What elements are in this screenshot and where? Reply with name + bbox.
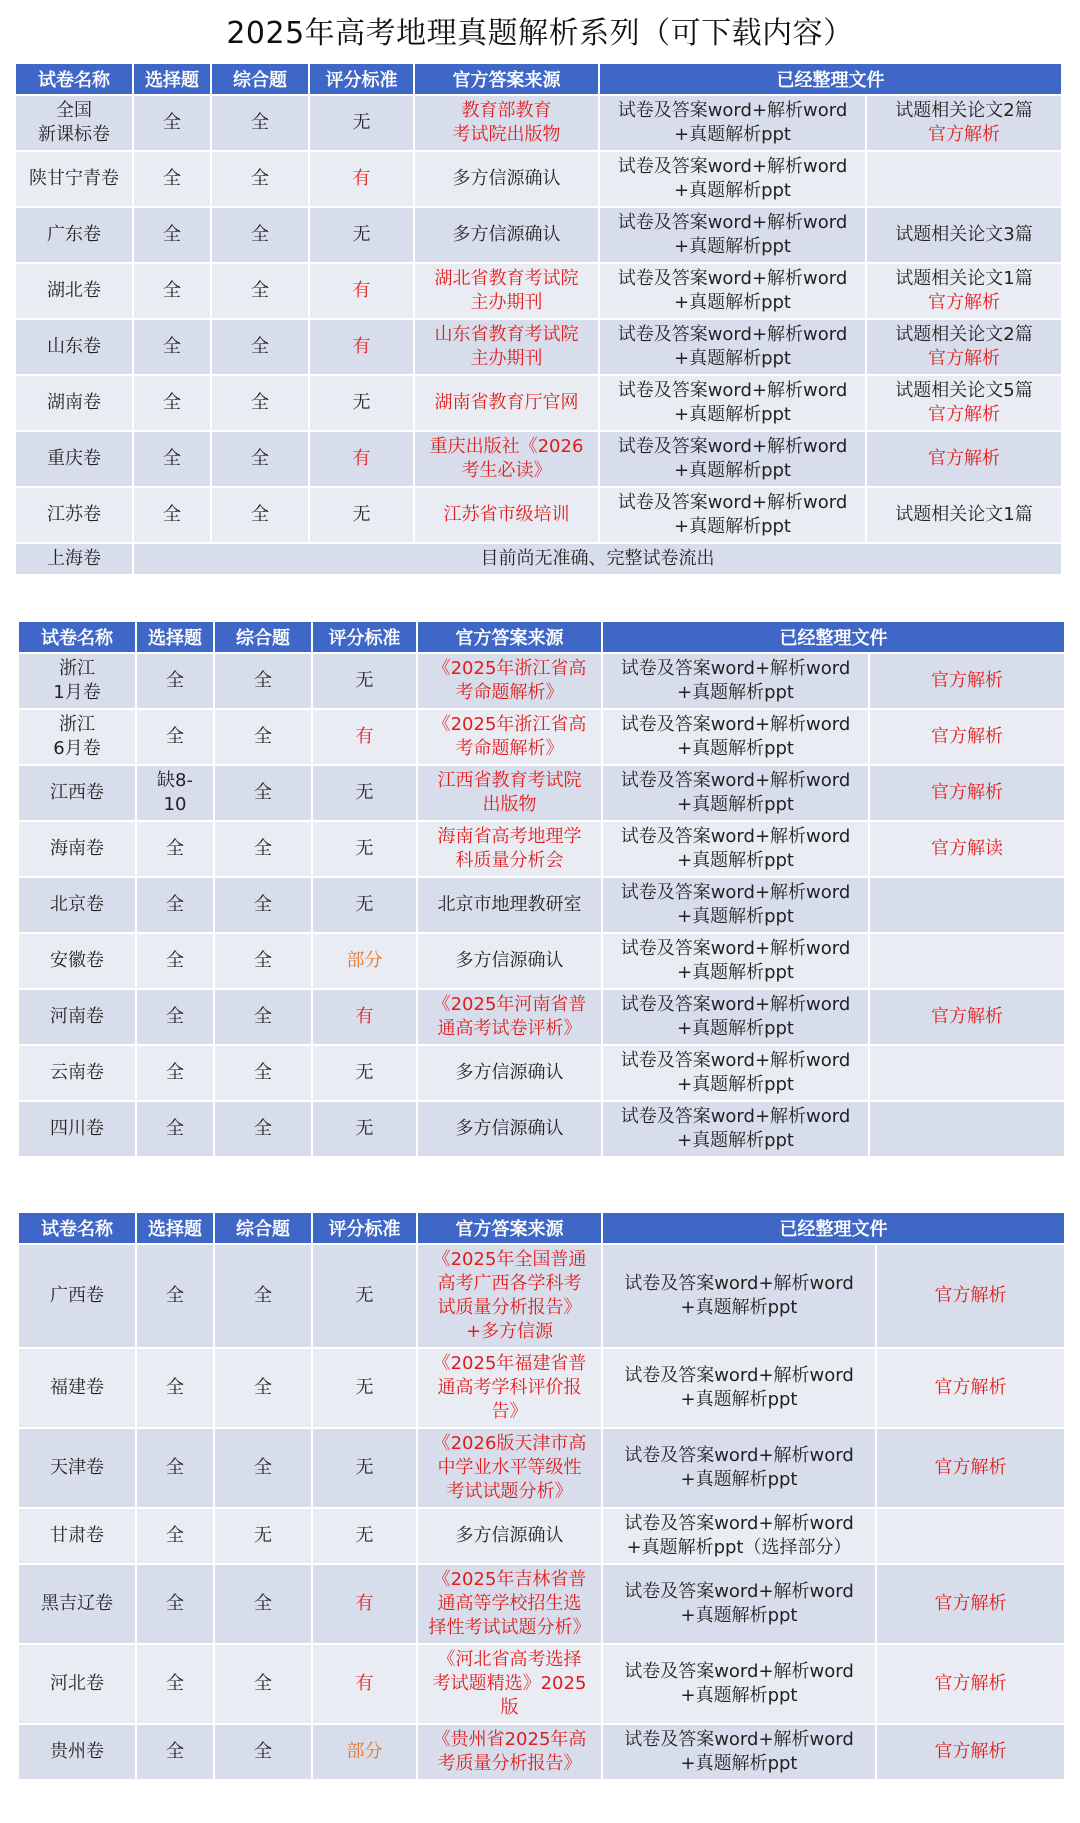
- scoring-standard-cell: 部分: [312, 933, 417, 989]
- comprehensive-cell: 全: [214, 1348, 312, 1428]
- column-header: 已经整理文件: [602, 621, 1065, 653]
- comprehensive-cell: 全: [211, 319, 309, 375]
- table-row: [18, 709, 1065, 765]
- extra-files-cell: 官方解析: [876, 1644, 1065, 1724]
- extra-files-cell: 官方解析: [869, 765, 1065, 821]
- files-cell: 试卷及答案word+解析word +真题解析ppt: [602, 933, 869, 989]
- table-row: [18, 1508, 1065, 1564]
- files-cell: 试卷及答案word+解析word +真题解析ppt: [599, 375, 866, 431]
- extra-files-cell: [869, 1101, 1065, 1157]
- files-cell: 试卷及答案word+解析word +真题解析ppt: [602, 1244, 876, 1348]
- multiple-choice-cell: 全: [133, 487, 211, 543]
- column-header: 试卷名称: [18, 621, 136, 653]
- scoring-standard-cell: 有: [312, 1644, 417, 1724]
- extra-files-cell: 官方解读: [869, 821, 1065, 877]
- official-source-cell: 重庆出版社《2026 考生必读》: [414, 431, 599, 487]
- column-header: 评分标准: [312, 621, 417, 653]
- extra-files-cell: 官方解析: [876, 1564, 1065, 1644]
- column-header: 综合题: [211, 63, 309, 95]
- scoring-standard-cell: 无: [312, 1244, 417, 1348]
- column-header: 试卷名称: [18, 1212, 136, 1244]
- files-cell: 试卷及答案word+解析word +真题解析ppt: [599, 319, 866, 375]
- exam-name-cell: 贵州卷: [18, 1724, 136, 1780]
- scoring-standard-cell: 无: [312, 1101, 417, 1157]
- official-source-cell: 《2025年全国普通 高考广西各学科考 试质量分析报告》 +多方信源: [417, 1244, 602, 1348]
- official-source-cell: 北京市地理教研室: [417, 877, 602, 933]
- comprehensive-cell: 全: [214, 653, 312, 709]
- exam-name-cell: 云南卷: [18, 1045, 136, 1101]
- multiple-choice-cell: 全: [136, 1244, 214, 1348]
- exam-name-cell: 天津卷: [18, 1428, 136, 1508]
- multiple-choice-cell: 全: [136, 709, 214, 765]
- table-row: [15, 95, 1062, 151]
- scoring-standard-cell: 无: [309, 207, 414, 263]
- multiple-choice-cell: 全: [136, 989, 214, 1045]
- official-source-cell: 多方信源确认: [414, 207, 599, 263]
- exam-name-cell: 广西卷: [18, 1244, 136, 1348]
- multiple-choice-cell: 全: [136, 1724, 214, 1780]
- comprehensive-cell: 全: [211, 207, 309, 263]
- files-cell: 试卷及答案word+解析word +真题解析ppt: [602, 1348, 876, 1428]
- exam-table-2: [17, 620, 1066, 1158]
- comprehensive-cell: 全: [214, 877, 312, 933]
- comprehensive-cell: 全: [214, 1428, 312, 1508]
- exam-name-cell: 河南卷: [18, 989, 136, 1045]
- official-source-cell: 江苏省市级培训: [414, 487, 599, 543]
- scoring-standard-cell: 无: [312, 821, 417, 877]
- exam-name-cell: 浙江 6月卷: [18, 709, 136, 765]
- shanghai-note-cell: 目前尚无准确、完整试卷流出: [133, 543, 1062, 575]
- official-source-cell: 《贵州省2025年高 考质量分析报告》: [417, 1724, 602, 1780]
- table-row: [15, 207, 1062, 263]
- extra-files-cell: 官方解析: [876, 1244, 1065, 1348]
- files-cell: 试卷及答案word+解析word +真题解析ppt: [599, 431, 866, 487]
- page-title: 2025年高考地理真题解析系列（可下载内容）: [226, 16, 854, 51]
- extra-files-cell: 官方解析: [869, 653, 1065, 709]
- exam-name-cell: 上海卷: [15, 543, 133, 575]
- scoring-standard-cell: 有: [309, 263, 414, 319]
- table-row: [18, 1101, 1065, 1157]
- table-row: [15, 431, 1062, 487]
- files-cell: 试卷及答案word+解析word +真题解析ppt: [602, 1428, 876, 1508]
- multiple-choice-cell: 缺8- 10: [136, 765, 214, 821]
- official-source-cell: 海南省高考地理学 科质量分析会: [417, 821, 602, 877]
- files-cell: 试卷及答案word+解析word +真题解析ppt: [599, 207, 866, 263]
- exam-name-cell: 海南卷: [18, 821, 136, 877]
- column-header: 试卷名称: [15, 63, 133, 95]
- extra-files-cell: 试题相关论文1篇: [866, 487, 1062, 543]
- extra-files-cell: [876, 1508, 1065, 1564]
- scoring-standard-cell: 有: [312, 1564, 417, 1644]
- scoring-standard-cell: 有: [312, 989, 417, 1045]
- multiple-choice-cell: 全: [136, 821, 214, 877]
- files-cell: 试卷及答案word+解析word +真题解析ppt: [602, 1045, 869, 1101]
- exam-name-cell: 山东卷: [15, 319, 133, 375]
- table-row: [18, 765, 1065, 821]
- table-row: [18, 1644, 1065, 1724]
- official-source-cell: 多方信源确认: [417, 1101, 602, 1157]
- scoring-standard-cell: 无: [312, 1348, 417, 1428]
- multiple-choice-cell: 全: [133, 431, 211, 487]
- column-header: 已经整理文件: [602, 1212, 1065, 1244]
- extra-files-cell: 试题相关论文1篇 官方解析: [866, 263, 1062, 319]
- official-source-cell: 湖南省教育厅官网: [414, 375, 599, 431]
- official-source-cell: 《2025年浙江省高 考命题解析》: [417, 653, 602, 709]
- multiple-choice-cell: 全: [136, 1428, 214, 1508]
- header-row: [18, 621, 1065, 653]
- extra-files-cell: 官方解析: [869, 709, 1065, 765]
- table-row: [15, 151, 1062, 207]
- column-header: 已经整理文件: [599, 63, 1062, 95]
- multiple-choice-cell: 全: [136, 1564, 214, 1644]
- exam-name-cell: 安徽卷: [18, 933, 136, 989]
- table-row: [18, 1724, 1065, 1780]
- extra-files-cell: 试题相关论文2篇 官方解析: [866, 95, 1062, 151]
- multiple-choice-cell: 全: [136, 1045, 214, 1101]
- official-source-cell: 多方信源确认: [417, 933, 602, 989]
- exam-name-cell: 北京卷: [18, 877, 136, 933]
- extra-files-cell: [869, 933, 1065, 989]
- table-row: [18, 933, 1065, 989]
- multiple-choice-cell: 全: [133, 319, 211, 375]
- scoring-standard-cell: 无: [309, 95, 414, 151]
- multiple-choice-cell: 全: [136, 1644, 214, 1724]
- official-source-cell: 教育部教育 考试院出版物: [414, 95, 599, 151]
- exam-name-cell: 甘肃卷: [18, 1508, 136, 1564]
- extra-files-cell: 官方解析: [869, 989, 1065, 1045]
- table-row: [18, 821, 1065, 877]
- table-row: [18, 1428, 1065, 1508]
- scoring-standard-cell: 有: [309, 151, 414, 207]
- exam-name-cell: 江苏卷: [15, 487, 133, 543]
- official-source-cell: 《河北省高考选择 考试题精选》2025 版: [417, 1644, 602, 1724]
- extra-files-cell: 试题相关论文5篇 官方解析: [866, 375, 1062, 431]
- extra-files-cell: 试题相关论文3篇: [866, 207, 1062, 263]
- multiple-choice-cell: 全: [136, 877, 214, 933]
- files-cell: 试卷及答案word+解析word +真题解析ppt: [602, 1724, 876, 1780]
- official-source-cell: 多方信源确认: [417, 1045, 602, 1101]
- extra-files-cell: 官方解析: [866, 431, 1062, 487]
- comprehensive-cell: 全: [211, 151, 309, 207]
- multiple-choice-cell: 全: [136, 1348, 214, 1428]
- scoring-standard-cell: 无: [309, 375, 414, 431]
- column-header: 综合题: [214, 621, 312, 653]
- comprehensive-cell: 全: [214, 821, 312, 877]
- files-cell: 试卷及答案word+解析word +真题解析ppt: [602, 821, 869, 877]
- extra-files-cell: [869, 877, 1065, 933]
- files-cell: 试卷及答案word+解析word +真题解析ppt: [602, 1644, 876, 1724]
- multiple-choice-cell: 全: [133, 207, 211, 263]
- column-header: 选择题: [133, 63, 211, 95]
- exam-table-1: [14, 62, 1063, 576]
- multiple-choice-cell: 全: [133, 95, 211, 151]
- table-row: [18, 1045, 1065, 1101]
- exam-name-cell: 重庆卷: [15, 431, 133, 487]
- exam-name-cell: 湖北卷: [15, 263, 133, 319]
- multiple-choice-cell: 全: [136, 1508, 214, 1564]
- scoring-standard-cell: 无: [312, 765, 417, 821]
- exam-name-cell: 全国 新课标卷: [15, 95, 133, 151]
- files-cell: 试卷及答案word+解析word +真题解析ppt: [599, 487, 866, 543]
- comprehensive-cell: 全: [211, 431, 309, 487]
- comprehensive-cell: 全: [214, 1724, 312, 1780]
- column-header: 综合题: [214, 1212, 312, 1244]
- table-row: [15, 263, 1062, 319]
- scoring-standard-cell: 无: [312, 1428, 417, 1508]
- column-header: 选择题: [136, 1212, 214, 1244]
- files-cell: 试卷及答案word+解析word +真题解析ppt: [602, 653, 869, 709]
- comprehensive-cell: 全: [211, 375, 309, 431]
- files-cell: 试卷及答案word+解析word +真题解析ppt: [602, 1564, 876, 1644]
- official-source-cell: 多方信源确认: [417, 1508, 602, 1564]
- scoring-standard-cell: 无: [312, 877, 417, 933]
- files-cell: 试卷及答案word+解析word +真题解析ppt: [602, 1101, 869, 1157]
- table-row: [18, 877, 1065, 933]
- comprehensive-cell: 全: [211, 95, 309, 151]
- table-row: [18, 1244, 1065, 1348]
- scoring-standard-cell: 无: [312, 1508, 417, 1564]
- files-cell: 试卷及答案word+解析word +真题解析ppt: [599, 151, 866, 207]
- comprehensive-cell: 全: [214, 933, 312, 989]
- extra-files-cell: [869, 1045, 1065, 1101]
- official-source-cell: 《2025年河南省普 通高考试卷评析》: [417, 989, 602, 1045]
- official-source-cell: 湖北省教育考试院 主办期刊: [414, 263, 599, 319]
- comprehensive-cell: 全: [211, 487, 309, 543]
- files-cell: 试卷及答案word+解析word +真题解析ppt: [602, 989, 869, 1045]
- multiple-choice-cell: 全: [133, 375, 211, 431]
- table-row: [15, 543, 1062, 575]
- official-source-cell: 山东省教育考试院 主办期刊: [414, 319, 599, 375]
- official-source-cell: 《2025年浙江省高 考命题解析》: [417, 709, 602, 765]
- official-source-cell: 江西省教育考试院 出版物: [417, 765, 602, 821]
- comprehensive-cell: 全: [214, 989, 312, 1045]
- exam-name-cell: 黑吉辽卷: [18, 1564, 136, 1644]
- table-row: [18, 653, 1065, 709]
- scoring-standard-cell: 有: [309, 319, 414, 375]
- multiple-choice-cell: 全: [136, 653, 214, 709]
- extra-files-cell: 官方解析: [876, 1348, 1065, 1428]
- files-cell: 试卷及答案word+解析word +真题解析ppt: [599, 263, 866, 319]
- extra-files-cell: 官方解析: [876, 1724, 1065, 1780]
- table-row: [18, 1348, 1065, 1428]
- exam-name-cell: 河北卷: [18, 1644, 136, 1724]
- table-row: [15, 319, 1062, 375]
- official-source-cell: 《2025年福建省普 通高考学科评价报 告》: [417, 1348, 602, 1428]
- files-cell: 试卷及答案word+解析word +真题解析ppt: [602, 709, 869, 765]
- column-header: 官方答案来源: [417, 621, 602, 653]
- column-header: 官方答案来源: [414, 63, 599, 95]
- scoring-standard-cell: 无: [312, 653, 417, 709]
- table-row: [18, 989, 1065, 1045]
- exam-name-cell: 浙江 1月卷: [18, 653, 136, 709]
- exam-name-cell: 广东卷: [15, 207, 133, 263]
- comprehensive-cell: 全: [214, 765, 312, 821]
- official-source-cell: 《2025年吉林省普 通高等学校招生选 择性考试试题分析》: [417, 1564, 602, 1644]
- multiple-choice-cell: 全: [136, 933, 214, 989]
- column-header: 官方答案来源: [417, 1212, 602, 1244]
- exam-name-cell: 福建卷: [18, 1348, 136, 1428]
- exam-name-cell: 江西卷: [18, 765, 136, 821]
- comprehensive-cell: 全: [214, 709, 312, 765]
- official-source-cell: 多方信源确认: [414, 151, 599, 207]
- scoring-standard-cell: 无: [312, 1045, 417, 1101]
- files-cell: 试卷及答案word+解析word +真题解析ppt: [602, 877, 869, 933]
- column-header: 选择题: [136, 621, 214, 653]
- exam-name-cell: 四川卷: [18, 1101, 136, 1157]
- comprehensive-cell: 全: [214, 1101, 312, 1157]
- scoring-standard-cell: 有: [312, 709, 417, 765]
- table-row: [18, 1564, 1065, 1644]
- header-row: [18, 1212, 1065, 1244]
- multiple-choice-cell: 全: [133, 151, 211, 207]
- exam-name-cell: 陕甘宁青卷: [15, 151, 133, 207]
- comprehensive-cell: 全: [214, 1644, 312, 1724]
- comprehensive-cell: 无: [214, 1508, 312, 1564]
- comprehensive-cell: 全: [214, 1564, 312, 1644]
- multiple-choice-cell: 全: [136, 1101, 214, 1157]
- scoring-standard-cell: 部分: [312, 1724, 417, 1780]
- files-cell: 试卷及答案word+解析word +真题解析ppt（选择部分）: [602, 1508, 876, 1564]
- column-header: 评分标准: [312, 1212, 417, 1244]
- exam-name-cell: 湖南卷: [15, 375, 133, 431]
- table-row: [15, 487, 1062, 543]
- header-row: [15, 63, 1062, 95]
- extra-files-cell: [866, 151, 1062, 207]
- exam-table-3: [17, 1211, 1066, 1781]
- comprehensive-cell: 全: [214, 1244, 312, 1348]
- scoring-standard-cell: 有: [309, 431, 414, 487]
- comprehensive-cell: 全: [211, 263, 309, 319]
- column-header: 评分标准: [309, 63, 414, 95]
- files-cell: 试卷及答案word+解析word +真题解析ppt: [602, 765, 869, 821]
- table-row: [15, 375, 1062, 431]
- extra-files-cell: 官方解析: [876, 1428, 1065, 1508]
- files-cell: 试卷及答案word+解析word +真题解析ppt: [599, 95, 866, 151]
- scoring-standard-cell: 无: [309, 487, 414, 543]
- comprehensive-cell: 全: [214, 1045, 312, 1101]
- extra-files-cell: 试题相关论文2篇 官方解析: [866, 319, 1062, 375]
- official-source-cell: 《2026版天津市高 中学业水平等级性 考试试题分析》: [417, 1428, 602, 1508]
- multiple-choice-cell: 全: [133, 263, 211, 319]
